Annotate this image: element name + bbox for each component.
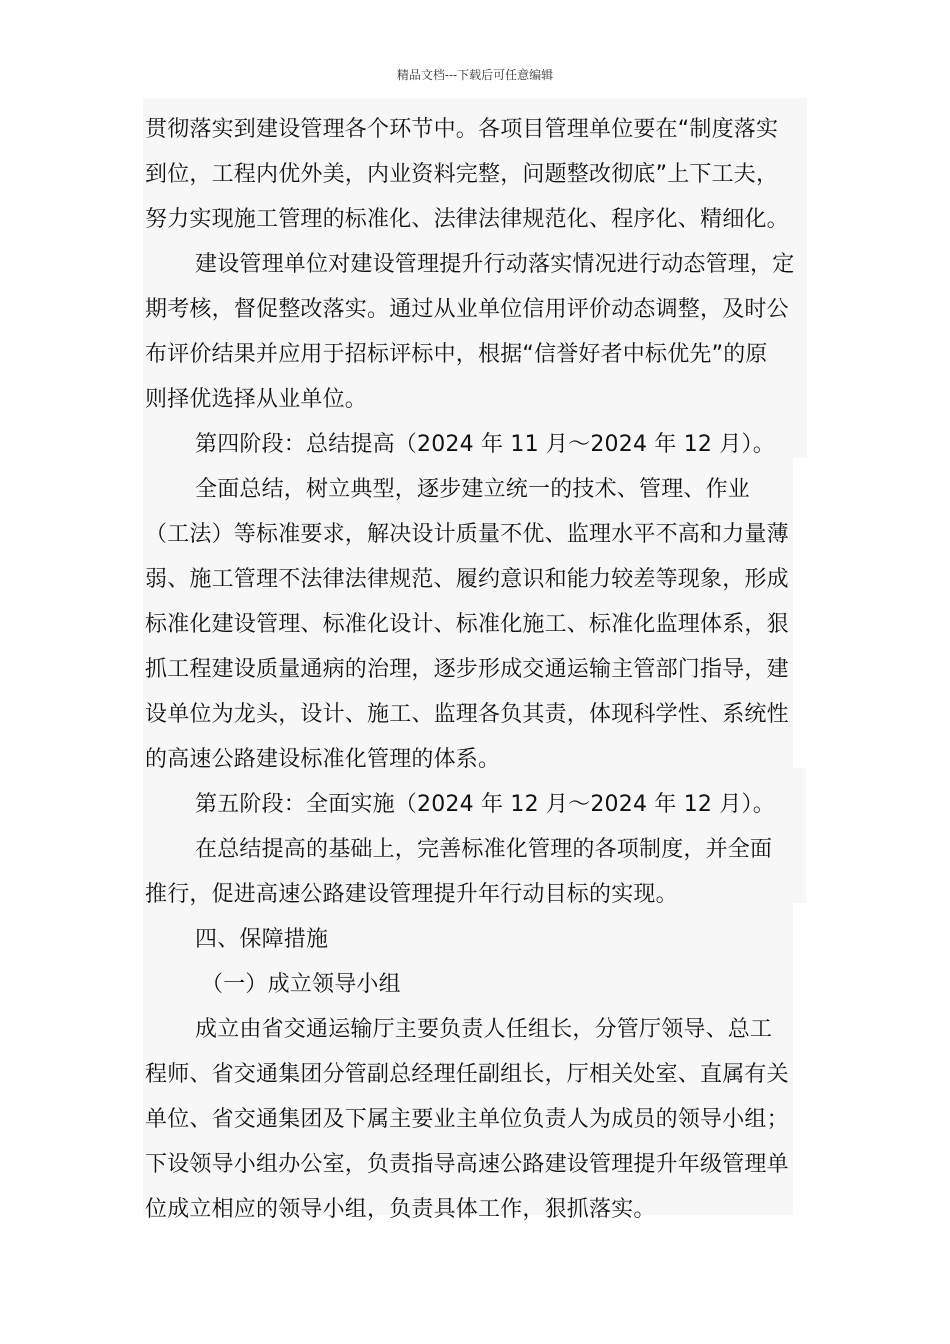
text-line: 标准化建设管理、标准化设计、标准化施工、标准化监理体系，狠 (145, 612, 789, 637)
text-line: 下设领导小组办公室，负责指导高速公路建设管理提升年级管理单 (145, 1152, 789, 1177)
text-line: 布评价结果并应用于招标评标中，根据“信誉好者中标优先”的原 (145, 342, 768, 367)
text-line: 弱、施工管理不法律法律规范、履约意识和能力较差等现象，形成 (145, 567, 789, 592)
text-line: 抓工程建设质量通病的治理，逐步形成交通运输主管部门指导，建 (145, 657, 789, 682)
page-header: 精品文档---下载后可任意编辑 (396, 68, 554, 82)
text-line: 位成立相应的领导小组，负责具体工作，狠抓落实。 (145, 1197, 656, 1222)
text-line: 程师、省交通集团分管副总经理任副组长，厅相关处室、直属有关 (145, 1062, 789, 1087)
text-line: 期考核，督促整改落实。通过从业单位信用评价动态调整，及时公 (145, 297, 789, 322)
text-line: 建设管理单位对建设管理提升行动落实情况进行动态管理，定 (195, 252, 795, 277)
text-line: 努力实现施工管理的标准化、法律法律规范化、程序化、精细化。 (145, 207, 789, 232)
text-line: 推行，促进高速公路建设管理提升年行动目标的实现。 (145, 882, 678, 907)
text-line: 贯彻落实到建设管理各个环节中。各项目管理单位要在“制度落实 (145, 117, 779, 142)
text-line: 设单位为龙头，设计、施工、监理各负其责，体现科学性、系统性 (145, 702, 789, 727)
text-line: 到位，工程内优外美，内业资料完整，问题整改彻底”上下工夫， (145, 162, 779, 187)
document-body (145, 107, 805, 1232)
text-line: 第四阶段：总结提高（2024 年 11 月～2024 年 12 月）。 (195, 432, 775, 457)
text-line: 成立由省交通运输厅主要负责人任组长，分管厅领导、总工 (195, 1017, 773, 1042)
text-line: 全面总结，树立典型，逐步建立统一的技术、管理、作业 (195, 477, 751, 502)
text-line: （工法）等标准要求，解决设计质量不优、监理水平不高和力量薄 (145, 522, 789, 547)
text-line: 第五阶段：全面实施（2024 年 12 月～2024 年 12 月）。 (195, 792, 775, 817)
text-line: 的高速公路建设标准化管理的体系。 (145, 747, 501, 772)
text-line: 单位、省交通集团及下属主要业主单位负责人为成员的领导小组； (145, 1107, 789, 1132)
text-line: 在总结提高的基础上，完善标准化管理的各项制度，并全面 (195, 837, 773, 862)
text-line: 则择优选择从业单位。 (145, 387, 368, 412)
text-line: 四、保障措施 (195, 927, 329, 952)
text-line: （一）成立领导小组 (201, 972, 401, 997)
